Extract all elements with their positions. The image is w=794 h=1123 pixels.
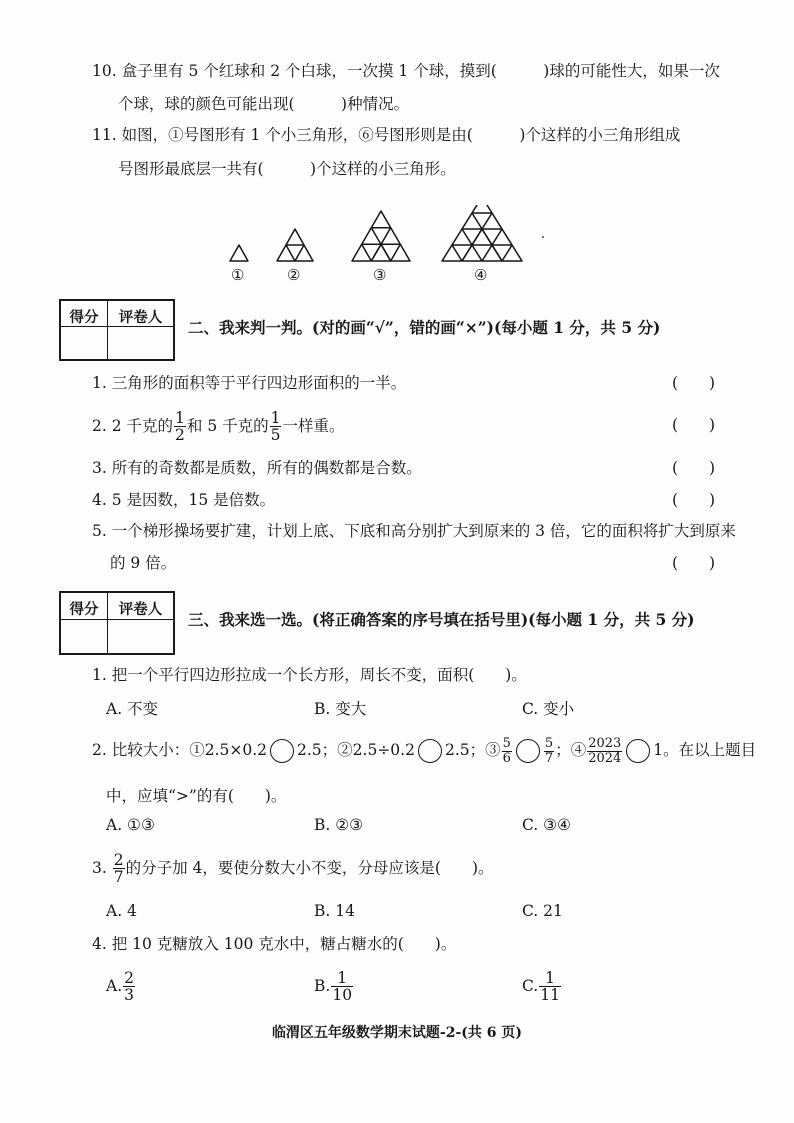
s3-q2-option-b: B. ②③ xyxy=(314,816,364,834)
score-label: 得分 xyxy=(69,601,99,618)
s3-q4-option-b: B. $\frac{1}{10}$ xyxy=(314,969,353,1005)
figure-label-3: ③ xyxy=(373,266,387,284)
grader-label: 评卷人 xyxy=(118,601,163,618)
s3-q3-option-a: A. 4 xyxy=(106,902,137,920)
s3-q3-option-c: C. 21 xyxy=(522,902,563,920)
figure-label-1: ① xyxy=(231,266,245,284)
s3-q1-option-a: A. 不变 xyxy=(106,700,159,718)
s2-q1-answer-paren: ( ) xyxy=(672,374,716,392)
compare-blank-circle xyxy=(516,739,540,763)
s3-q2-option-a: A. ①③ xyxy=(106,816,155,834)
s3-q2-line1: 2. 比较大小：①2.5×0.2 2.5；②2.5÷0.2 2.5；③ $\frac{5}{6}$ $\frac{5}{7}$ ；④ $\frac{2023}{2024}$ 1。在以上题目 xyxy=(92,736,757,766)
section2-heading: 二、我来判一判。(对的画“√”，错的画“×”)(每小题 1 分，共 5 分) xyxy=(188,318,661,337)
compare-blank-circle xyxy=(270,739,294,763)
score-label: 得分 xyxy=(69,309,99,326)
triangle-figure-1 xyxy=(230,245,248,261)
s2-q5-line2: 的 9 倍。 xyxy=(110,554,177,572)
triangle-figure-4 xyxy=(442,205,522,261)
score-box-section3 xyxy=(59,591,175,655)
s2-q4: 4. 5 是因数，15 是倍数。 xyxy=(92,491,276,509)
s3-q4-stem: 4. 把 10 克糖放入 100 克水中，糖占糖水的( )。 xyxy=(92,935,457,953)
figure-label-4: ④ xyxy=(474,266,488,284)
s2-q1: 1. 三角形的面积等于平行四边形面积的一半。 xyxy=(92,374,407,392)
s2-q2: 2. 2 千克的 $\frac{1}{2}$ 和 5 千克的 $\frac{1}{5}$ 一样重。 xyxy=(92,409,345,445)
triangle-pattern-figure xyxy=(0,205,794,305)
s2-q4-answer-paren: ( ) xyxy=(672,491,716,509)
figure-label-2: ② xyxy=(287,266,301,284)
s2-q2-answer-paren: ( ) xyxy=(672,416,716,434)
s3-q3-option-b: B. 14 xyxy=(314,902,355,920)
s3-q4-option-a: A. $\frac{2}{3}$ xyxy=(106,969,134,1005)
page-footer: 临渭区五年级数学期末试题-2-(共 6 页) xyxy=(271,1025,523,1041)
score-box-section2 xyxy=(59,299,175,361)
s2-q3-answer-paren: ( ) xyxy=(672,459,716,477)
s2-q5-line1: 5. 一个梯形操场要扩建，计划上底、下底和高分别扩大到原来的 3 倍，它的面积将扩大到原来 xyxy=(92,522,736,540)
triangle-figure-2 xyxy=(277,229,313,261)
s3-q2-option-c: C. ③④ xyxy=(522,816,571,834)
section3-heading: 三、我来选一选。(将正确答案的序号填在括号里)(每小题 1 分，共 5 分) xyxy=(188,610,695,629)
compare-blank-circle xyxy=(626,739,650,763)
triangle-figure-3 xyxy=(352,211,410,261)
s3-q1-stem: 1. 把一个平行四边形拉成一个长方形，周长不变，面积( )。 xyxy=(92,666,527,684)
q11-line1: 11. 如图，①号图形有 1 个小三角形，⑥号图形则是由( )个这样的小三角形组成 xyxy=(92,126,681,144)
s3-q1-option-b: B. 变大 xyxy=(314,700,367,718)
s2-q5-answer-paren: ( ) xyxy=(672,554,716,572)
compare-blank-circle xyxy=(418,739,442,763)
s3-q1-option-c: C. 变小 xyxy=(522,700,575,718)
s3-q2-line2: 中，应填“>”的有( )。 xyxy=(106,787,287,805)
s3-q4-option-c: C. $\frac{1}{11}$ xyxy=(522,969,560,1005)
grader-label: 评卷人 xyxy=(118,309,163,326)
q10-line2: 个球，球的颜色可能出现( )种情况。 xyxy=(118,95,410,113)
q11-line2: 号图形最底层一共有( )个这样的小三角形。 xyxy=(118,160,456,178)
s2-q3: 3. 所有的奇数都是质数，所有的偶数都是合数。 xyxy=(92,459,422,477)
q10-line1: 10. 盒子里有 5 个红球和 2 个白球，一次摸 1 个球，摸到( )球的可能性大，如果一次 xyxy=(92,62,720,80)
s3-q3-stem: 3. $\frac{2}{7}$ 的分子加 4，要使分数大小不变，分母应该是( )。 xyxy=(92,851,494,887)
